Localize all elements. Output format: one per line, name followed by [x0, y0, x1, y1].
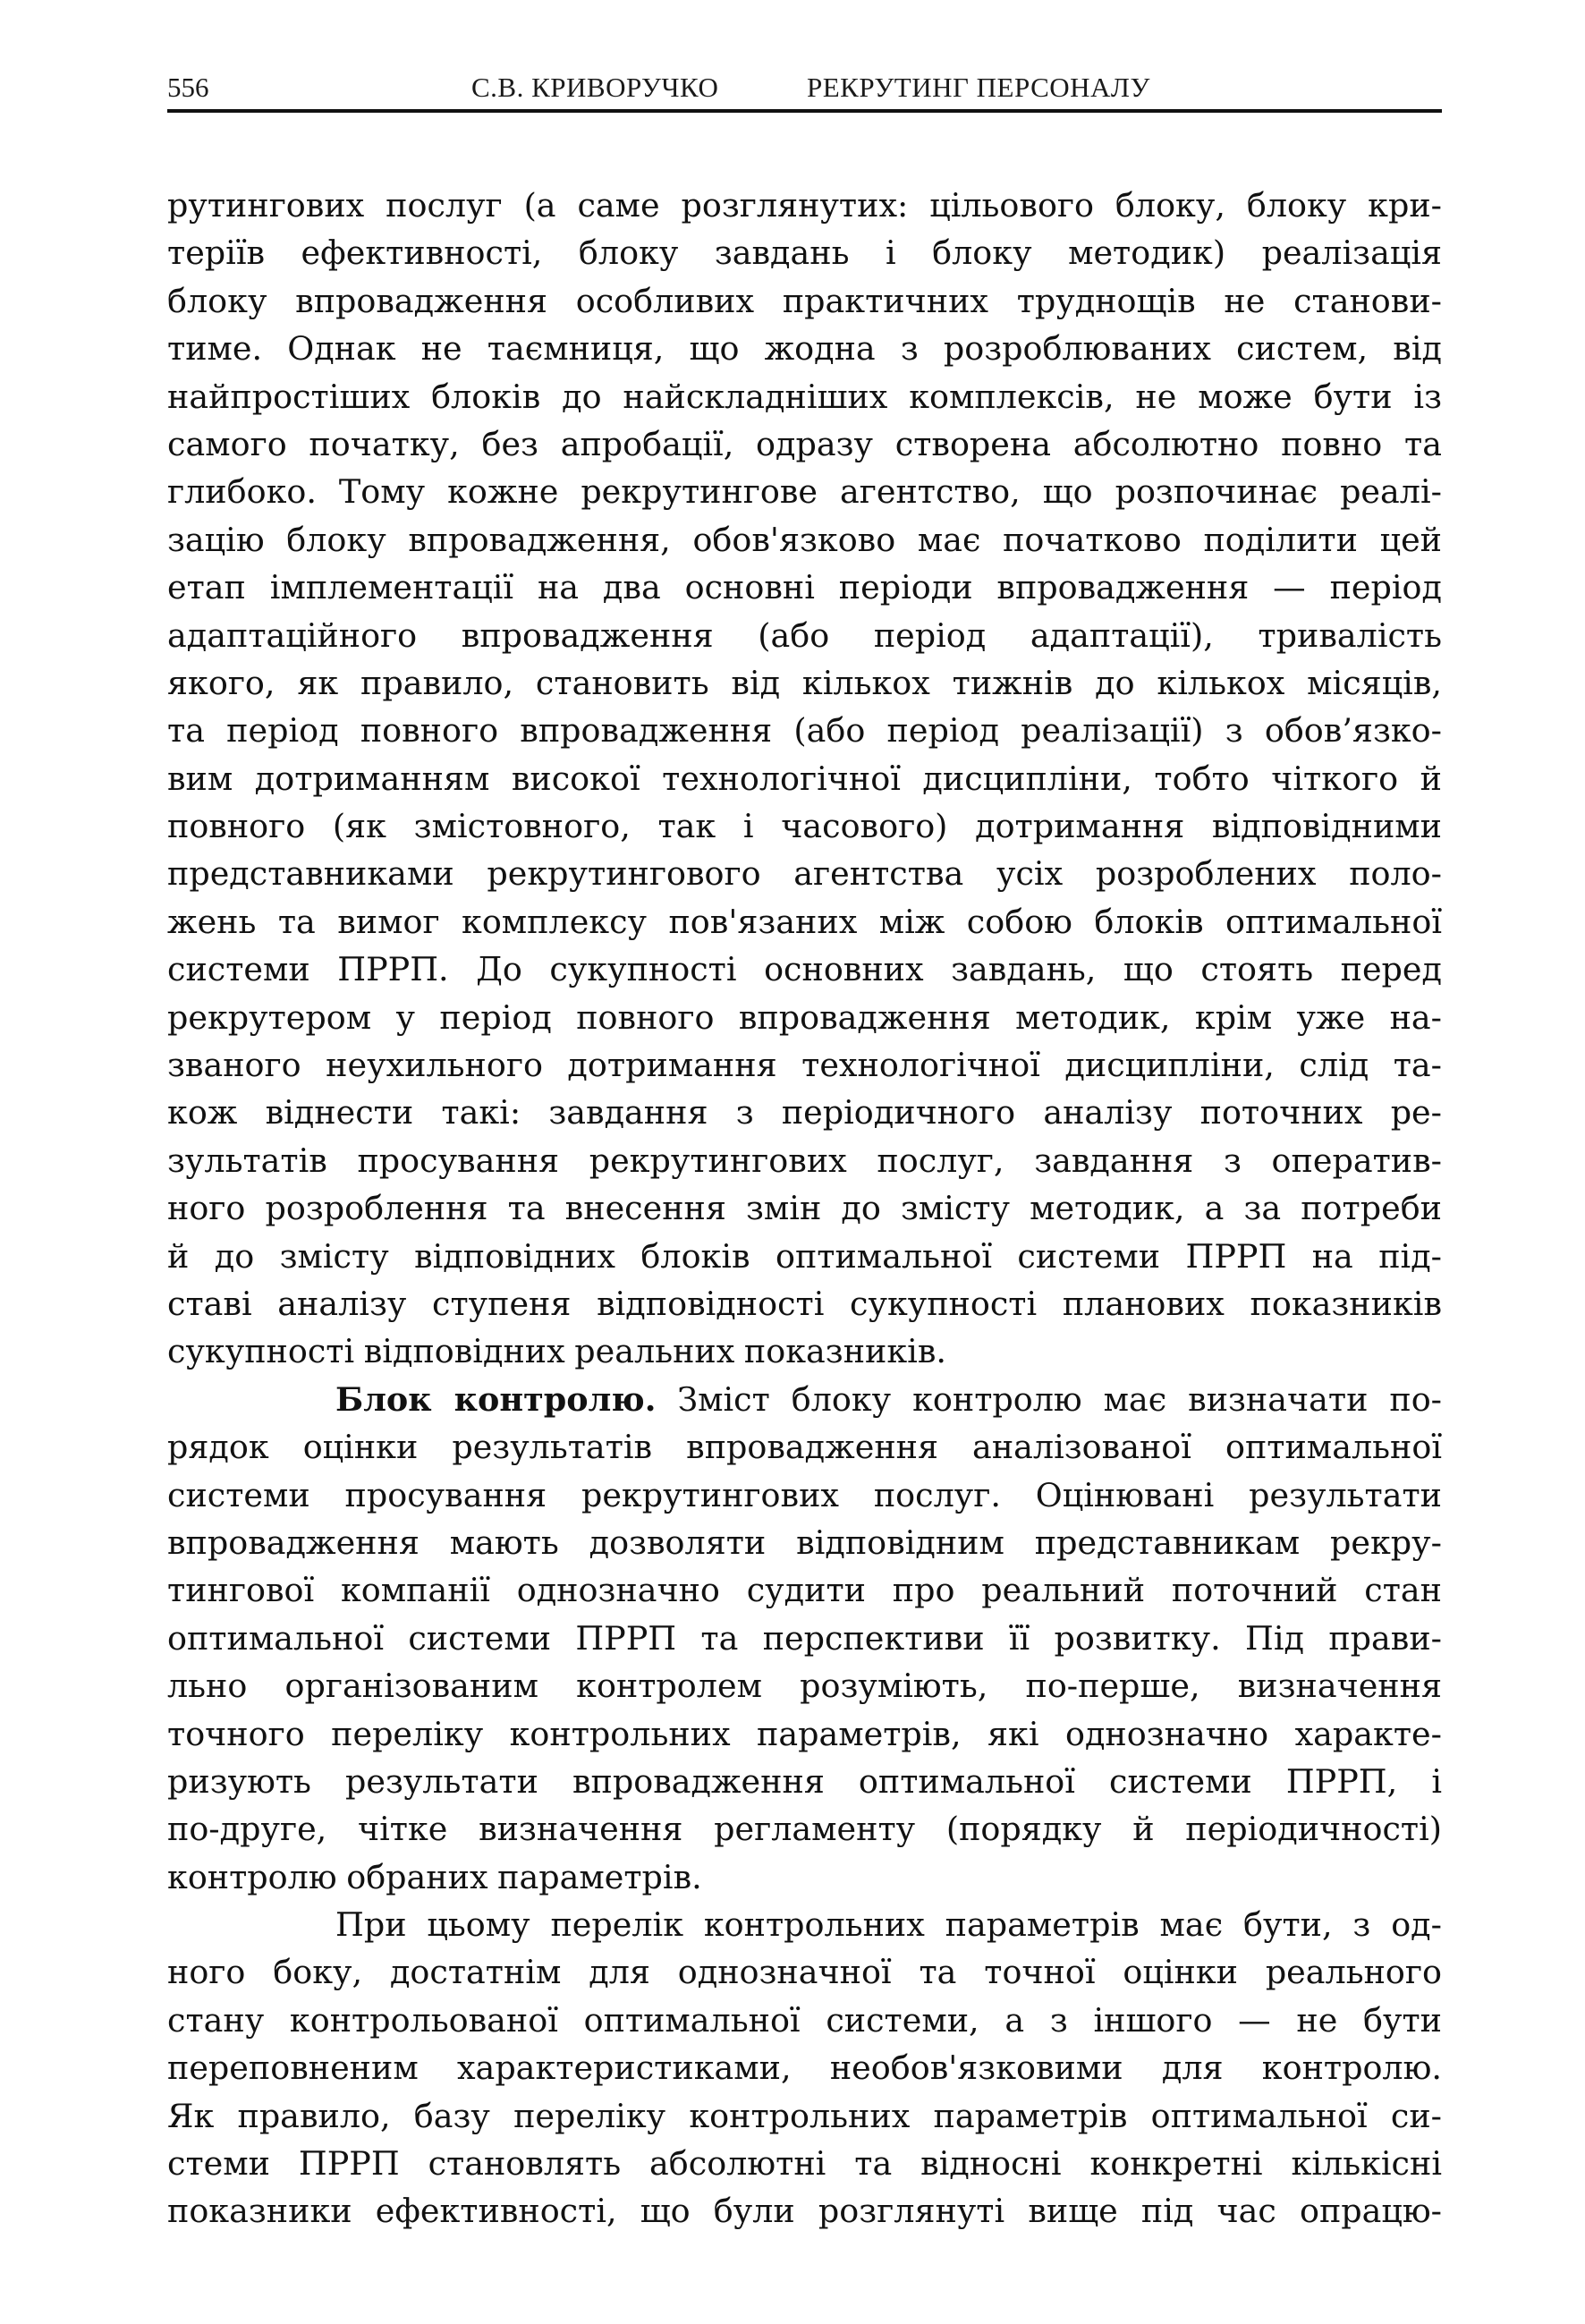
text-line: етап імплементації на два основні періоди впровадження — період	[167, 568, 1442, 607]
text-line: по-друге, чітке визначення регламенту (порядку й періодичності)	[167, 1810, 1442, 1849]
text-line: переповненим характеристиками, необов'язковими для контролю.	[167, 2048, 1442, 2088]
paragraph-parameters	[167, 1901, 1442, 2235]
running-head	[167, 70, 1442, 113]
text-line: вим дотриманням високої технологічної дисципліни, тобто чіткого й	[167, 759, 1442, 798]
text-line: тиме. Однак не таємниця, що жодна з розроблюваних систем, від	[167, 329, 1442, 369]
author-name: С.В. КРИВОРУЧКО	[471, 72, 719, 103]
text-line: адаптаційного впровадження (або період адаптації), тривалість	[167, 615, 1442, 655]
text-line: повного (як змістовного, так і часового) дотримання відповідними	[167, 807, 1442, 846]
text-line: стану контрольованої оптимальної системи, а з іншого — не бути	[167, 2000, 1442, 2040]
text-line: льно організованим контролем розуміють, по-перше, визначення	[167, 1667, 1442, 1706]
text-line: зультатів просування рекрутингових послуг, завдання з оператив-	[167, 1141, 1442, 1180]
text-line: представниками рекрутингового агентства усіх розроблених поло-	[167, 854, 1442, 894]
text-line: найпростіших блоків до найскладніших комплексів, не може бути із	[167, 377, 1442, 416]
text-line: кож віднести такі: завдання з періодичного аналізу поточних ре-	[167, 1093, 1442, 1132]
text-line: та період повного впровадження (або період реалізації) з обов’язко-	[167, 711, 1442, 751]
text-line: рядок оцінки результатів впровадження аналізованої оптимальної	[167, 1428, 1442, 1467]
text-line: Як правило, базу переліку контрольних параметрів оптимальної си-	[167, 2096, 1442, 2135]
text-line: оптимальної системи ПРРП та перспективи її розвитку. Під прави-	[167, 1618, 1442, 1658]
text-line: зацію блоку впровадження, обов'язково має початково поділити цей	[167, 520, 1442, 559]
header-rule	[167, 109, 1442, 113]
text-line: сукупності відповідних реальних показників.	[167, 1332, 946, 1371]
text-line: теріїв ефективності, блоку завдань і блоку методик) реалізація	[167, 233, 1442, 273]
paragraph-control-block	[167, 1376, 1442, 1901]
text-line: системи ПРРП. До сукупності основних завдань, що стоять перед	[167, 950, 1442, 989]
section-lead-text: Зміст блоку контролю має визначати по-	[656, 1379, 1442, 1419]
text-line	[167, 1376, 1442, 1423]
text-line: системи просування рекрутингових послуг. Оцінювані результати	[167, 1475, 1442, 1514]
text-line: глибоко. Тому кожне рекрутингове агентство, що розпочинає реалі-	[167, 472, 1442, 512]
page-number: 556	[167, 72, 209, 103]
text-line: й до змісту відповідних блоків оптимальної системи ПРРП на під-	[167, 1236, 1442, 1276]
text-line: жень та вимог комплексу пов'язаних між собою блоків оптимальної	[167, 902, 1442, 941]
body-text	[167, 182, 1442, 2235]
text-line: ризують результати впровадження оптимальної системи ПРРП, і	[167, 1761, 1442, 1801]
paragraph-continued	[167, 182, 1442, 1376]
text-line: якого, як правило, становить від кількох тижнів до кількох місяців,	[167, 663, 1442, 702]
text-line: блоку впровадження особливих практичних труднощів не станови-	[167, 281, 1442, 320]
text-line: контролю обраних параметрів.	[167, 1857, 702, 1896]
text-line: званого неухильного дотримання технологічної дисципліни, слід та-	[167, 1046, 1442, 1085]
text-line: ного боку, достатнім для однозначної та точної оцінки реального	[167, 1953, 1442, 1992]
section-lead-heading: Блок контролю.	[335, 1379, 657, 1419]
book-title: РЕКРУТИНГ ПЕРСОНАЛУ	[807, 72, 1150, 103]
text-line: тингової компанії однозначно судити про реальний поточний стан	[167, 1571, 1442, 1610]
text-line: рутингових послуг (а саме розглянутих: цільового блоку, блоку кри-	[167, 186, 1442, 225]
text-line: впровадження мають дозволяти відповідним представникам рекру-	[167, 1522, 1442, 1562]
text-line: ного розроблення та внесення змін до змісту методик, а за потреби	[167, 1189, 1442, 1228]
text-line: точного переліку контрольних параметрів, які однозначно характе-	[167, 1714, 1442, 1753]
text-line: ставі аналізу ступеня відповідності сукупності планових показників	[167, 1284, 1442, 1323]
text-line: показники ефективності, що були розглянуті вище під час опрацю-	[167, 2192, 1442, 2231]
text-line: стеми ПРРП становлять абсолютні та відносні конкретні кількісні	[167, 2144, 1442, 2184]
text-line: При цьому перелік контрольних параметрів має бути, з од-	[335, 1905, 1442, 1945]
text-line: рекрутером у період повного впровадження методик, крім уже на-	[167, 997, 1442, 1037]
text-line: самого початку, без апробації, одразу створена абсолютно повно та	[167, 424, 1442, 463]
